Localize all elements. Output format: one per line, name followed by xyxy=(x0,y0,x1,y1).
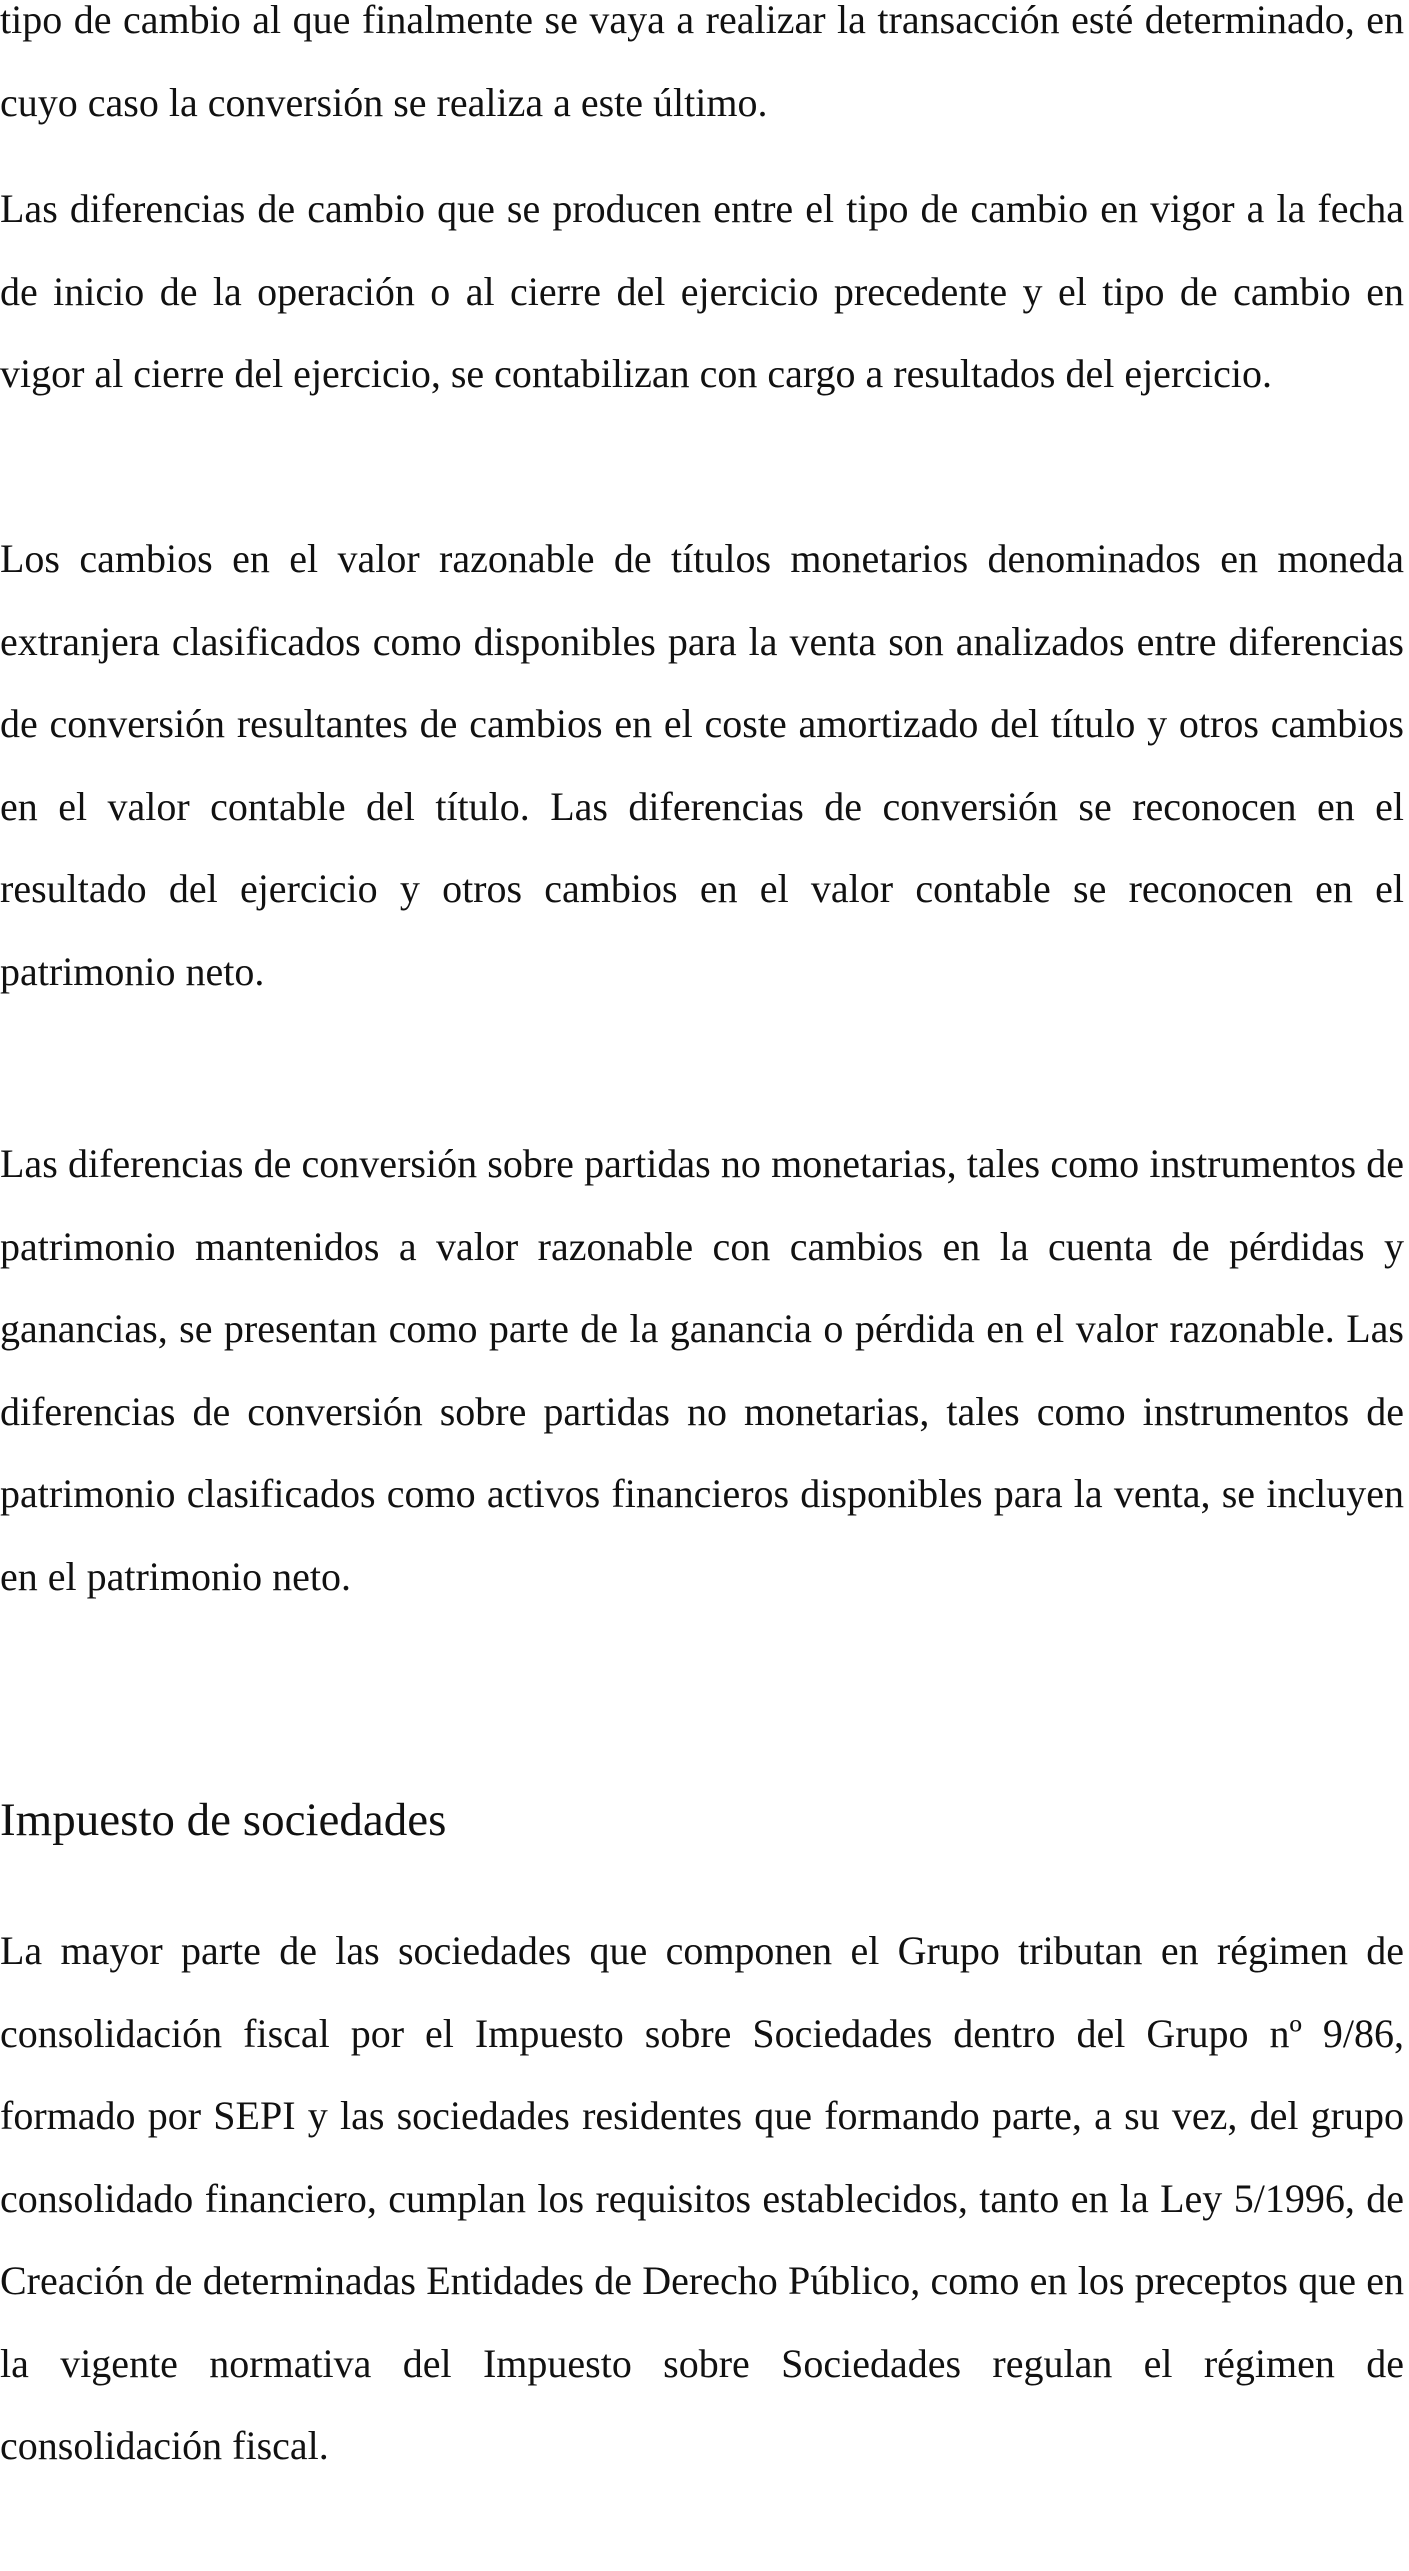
paragraph-non-monetary-items: Las diferencias de conversión sobre partidas no monetarias, tales como instrumentos de patrimonio mantenidos a valor razonable con cambios en la cuenta de pérdidas y ganancias, se presentan como parte de la ganancia o pérdida en el valor razonable. Las diferencias de conversión sobre partidas no monetarias, tales como instrumentos de patrimonio clasificados como activos financieros disponibles para la venta, se incluyen en el patrimonio neto. xyxy=(0,1141,1404,1599)
paragraph-fair-value-monetary-securities: Los cambios en el valor razonable de títulos monetarios denominados en moneda extranjera clasificados como disponibles para la venta son analizados entre diferencias de conversión resultantes de cambios en el coste amortizado del título y otros cambios en el valor contable del título. Las diferencias de conversión se reconocen en el resultado del ejercicio y otros cambios en el valor contable se reconocen en el patrimonio neto. xyxy=(0,536,1404,994)
paragraph-corporate-tax: La mayor parte de las sociedades que componen el Grupo tributan en régimen de consolidación fiscal por el Impuesto sobre Sociedades dentro del Grupo nº 9/86, formado por SEPI y las sociedades residentes que formando parte, a su vez, del grupo consolidado financiero, cumplan los requisitos establecidos, tanto en la Ley 5/1996, de Creación de determinadas Entidades de Derecho Público, como en los preceptos que en la vigente normativa del Impuesto sobre Sociedades regulan el régimen de consolidación fiscal. xyxy=(0,1928,1404,2468)
section-heading: Impuesto de sociedades xyxy=(0,1794,447,1846)
paragraph-exchange-rate-determination: tipo de cambio al que finalmente se vaya a realizar la transacción esté determinado, en cuyo caso la conversión se realiza a este último. xyxy=(0,0,1404,125)
paragraph-exchange-differences: Las diferencias de cambio que se producen entre el tipo de cambio en vigor a la fecha de inicio de la operación o al cierre del ejercicio precedente y el tipo de cambio en vigor al cierre del ejercicio, se contabilizan con cargo a resultados del ejercicio. xyxy=(0,186,1404,396)
